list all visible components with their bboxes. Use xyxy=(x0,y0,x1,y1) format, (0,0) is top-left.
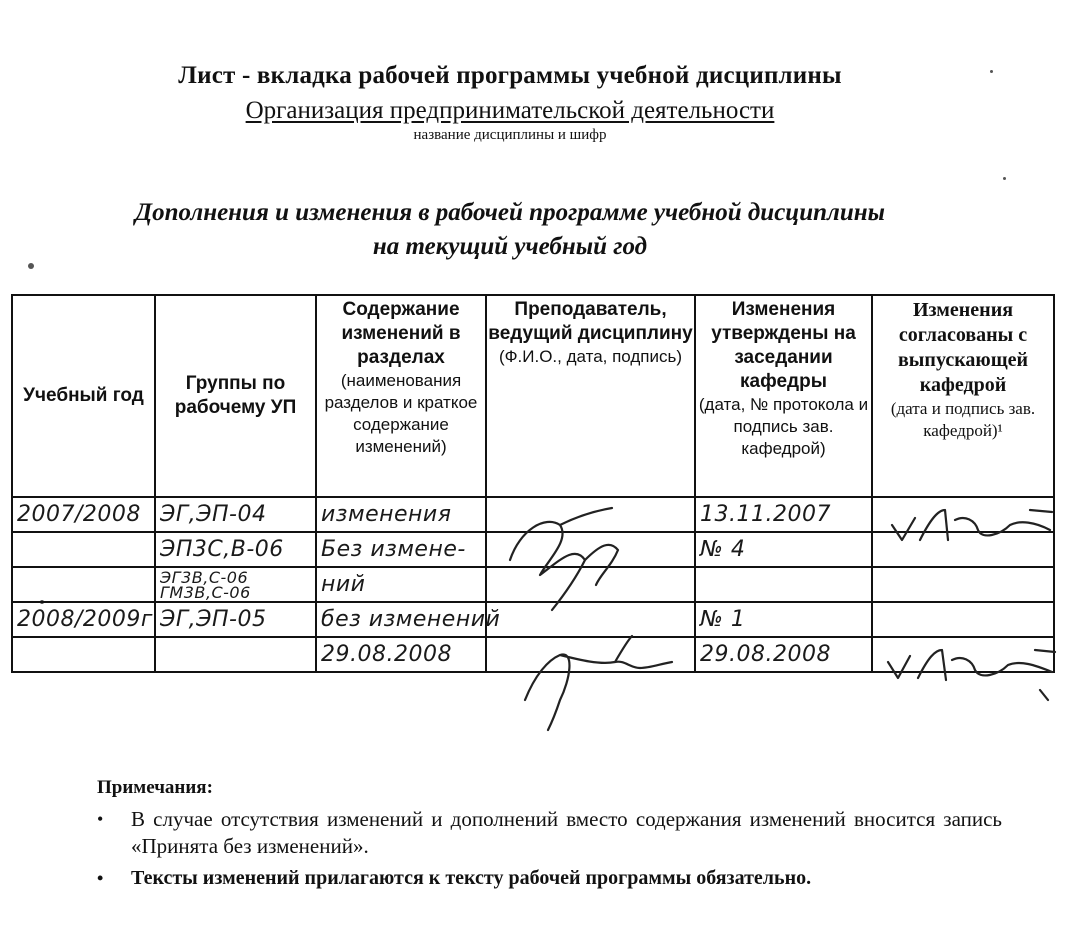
table-row xyxy=(12,567,1054,602)
col-header-agreed-subtitle: (дата и подпись зав. кафедрой)¹ xyxy=(890,399,1036,440)
col-header-teacher-title: Преподаватель, ведущий дисциплину xyxy=(488,299,693,344)
col-header-agreed xyxy=(872,295,1054,497)
cell-year xyxy=(12,532,155,567)
cell-teacher xyxy=(486,637,695,672)
cell-groups: ЭГ,ЭП-04 xyxy=(155,497,316,532)
table-header-row xyxy=(12,295,1054,497)
cell-content: 29.08.2008 xyxy=(316,637,486,672)
cell-groups: ЭГ,ЭП-05 xyxy=(155,602,316,637)
note-item: • В случае отсутствия изменений и дополнений вместо содержания изменений вносится запись «Принята без изменений». xyxy=(97,806,1002,860)
cell-agreed xyxy=(872,567,1054,602)
cell-approved: 13.11.2007 xyxy=(695,497,872,532)
col-header-teacher xyxy=(486,295,695,497)
col-header-approved-subtitle: (дата, № протокола и подпись зав. кафедрой) xyxy=(698,395,869,458)
cell-year xyxy=(12,567,155,602)
section-heading-line2: на текущий учебный год xyxy=(372,233,648,260)
changes-table xyxy=(11,294,1055,673)
cell-approved: № 4 xyxy=(695,532,872,567)
cell-groups xyxy=(155,567,316,602)
cell-content: изменения xyxy=(316,497,486,532)
cell-approved: 29.08.2008 xyxy=(695,637,872,672)
cell-content: ний xyxy=(316,567,486,602)
cell-content: без изменений xyxy=(316,602,486,637)
col-header-groups-title: Группы по рабочему УП xyxy=(174,373,297,418)
cell-year: 2008/2009г xyxy=(12,602,155,637)
cell-groups: ЭП3С,В-06 xyxy=(155,532,316,567)
cell-agreed xyxy=(872,637,1054,672)
cell-groups xyxy=(155,637,316,672)
cell-agreed xyxy=(872,532,1054,567)
cell-groups-line2: ГМ3В,С-06 xyxy=(160,582,251,602)
cell-year xyxy=(12,637,155,672)
discipline-name: Организация предпринимательской деятельности xyxy=(245,97,775,124)
col-header-content-subtitle: (наименования разделов и краткое содержание изменений) xyxy=(324,371,478,456)
col-header-teacher-subtitle: (Ф.И.О., дата, подпись) xyxy=(498,347,683,366)
col-header-agreed-title: Изменения согласованы с выпускающей кафедрой xyxy=(898,299,1028,396)
cell-approved: № 1 xyxy=(695,602,872,637)
cell-agreed xyxy=(872,497,1054,532)
cell-teacher xyxy=(486,602,695,637)
scan-speck xyxy=(1003,177,1006,180)
col-header-content-title: Содержание изменений в разделах xyxy=(341,299,461,368)
col-header-content xyxy=(316,295,486,497)
discipline-caption: название дисциплины и шифр xyxy=(413,127,607,143)
cell-agreed xyxy=(872,602,1054,637)
note-item: • Тексты изменений прилагаются к тексту рабочей программы обязательно. xyxy=(97,865,1002,892)
col-header-approved-title: Изменения утверждены на заседании кафедры xyxy=(711,299,856,392)
col-header-year xyxy=(12,295,155,497)
cell-teacher xyxy=(486,567,695,602)
cell-teacher xyxy=(486,497,695,532)
col-header-groups xyxy=(155,295,316,497)
table-row xyxy=(12,532,1054,567)
col-header-year-title: Учебный год xyxy=(23,385,144,406)
cell-content: Без измене- xyxy=(316,532,486,567)
document-title: Лист - вкладка рабочей программы учебной дисциплины xyxy=(178,62,842,89)
section-heading-line1: Дополнения и изменения в рабочей программе учебной дисциплины xyxy=(135,199,885,226)
notes-title: Примечания: xyxy=(97,777,213,798)
table-row xyxy=(12,602,1054,637)
cell-approved xyxy=(695,567,872,602)
cell-year: 2007/2008 xyxy=(12,497,155,532)
cell-groups-line1: ЭГ3В,С-06 xyxy=(160,567,249,587)
notes-list xyxy=(97,806,1002,897)
table-row xyxy=(12,637,1054,672)
table-row xyxy=(12,497,1054,532)
col-header-approved xyxy=(695,295,872,497)
section-heading xyxy=(0,196,1020,264)
cell-teacher xyxy=(486,532,695,567)
